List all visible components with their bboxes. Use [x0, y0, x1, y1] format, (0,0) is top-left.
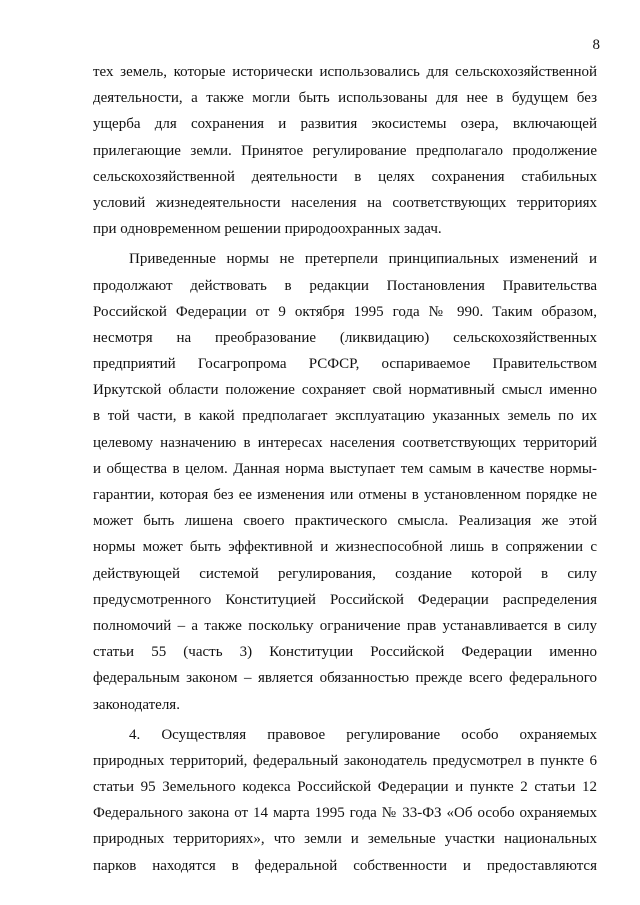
text-line: тех земель, которые исторически использовались для сельскохозяйственной: [93, 64, 597, 80]
text-line: при одновременном решении природоохранных задач.: [93, 221, 442, 238]
text-line: полномочий – а также поскольку ограничение прав устанавливается в силу: [93, 617, 597, 634]
text-line: условий жизнедеятельности населения на соответствующих территориях: [93, 194, 597, 211]
text-line: законодателя.: [93, 696, 180, 713]
paragraph: [93, 59, 597, 242]
text-line: предприятий Госагропрома РСФСР, оспариваемое Правительством: [93, 356, 597, 373]
text-line: статьи 55 (часть 3) Конституции Российской Федерации именно: [93, 644, 597, 661]
text-line: Российской Федерации от 9 октября 1995 года № 990. Таким образом,: [93, 303, 597, 320]
text-line: Иркутской области положение сохраняет свой нормативный смысл именно: [93, 382, 597, 399]
document-body: [93, 59, 597, 879]
text-line: продолжают действовать в редакции Постановления Правительства: [93, 277, 597, 294]
paragraph: [93, 246, 597, 717]
text-line: предусмотренного Конституцией Российской Федерации распределения: [93, 591, 597, 608]
text-line: ущерба для сохранения и развития экосистемы озера, включающей: [93, 116, 597, 133]
text-line: действующей системой регулирования, создание которой в силу: [93, 565, 597, 582]
text-line: природных территорий, федеральный законодатель предусмотрел в пункте 6: [93, 752, 597, 769]
text-line: нормы может быть эффективной и жизнеспособной лишь в сопряжении с: [93, 539, 597, 556]
text-line: прилегающие земли. Принятое регулирование предполагало продолжение: [93, 142, 597, 159]
text-line: деятельности, а также могли быть использованы для нее в будущем без: [93, 90, 597, 107]
text-line: статьи 95 Земельного кодекса Российской Федерации и пункте 2 статьи 12: [93, 779, 597, 796]
paragraph: [93, 722, 597, 879]
page-number: 8: [592, 37, 600, 53]
text-line: Федерального закона от 14 марта 1995 года № 33-ФЗ «Об особо охраняемых: [93, 805, 597, 822]
text-line: несмотря на преобразование (ликвидацию) сельскохозяйственных: [93, 329, 597, 346]
text-line: и общества в целом. Данная норма выступает тем самым в качестве нормы-: [93, 460, 597, 477]
text-line: может быть лишена своего практического смысла. Реализация же этой: [93, 513, 597, 530]
text-line: Приведенные нормы не претерпели принципиальных изменений и: [129, 251, 597, 268]
text-line: 4. Осуществляя правовое регулирование особо охраняемых: [129, 726, 597, 743]
text-line: парков находятся в федеральной собственности и предоставляются: [93, 857, 597, 874]
text-line: сельскохозяйственной деятельности в целях сохранения стабильных: [93, 168, 597, 185]
text-line: федеральным законом – является обязанностью прежде всего федерального: [93, 670, 597, 687]
text-line: в той части, в какой предполагает эксплуатацию указанных земель по их: [93, 408, 597, 425]
text-line: гарантии, которая без ее изменения или отмены в установленном порядке не: [93, 487, 597, 503]
text-line: природных территориях», что земли и земельные участки национальных: [93, 831, 597, 848]
text-line: целевому назначению в интересах населения соответствующих территорий: [93, 434, 597, 451]
